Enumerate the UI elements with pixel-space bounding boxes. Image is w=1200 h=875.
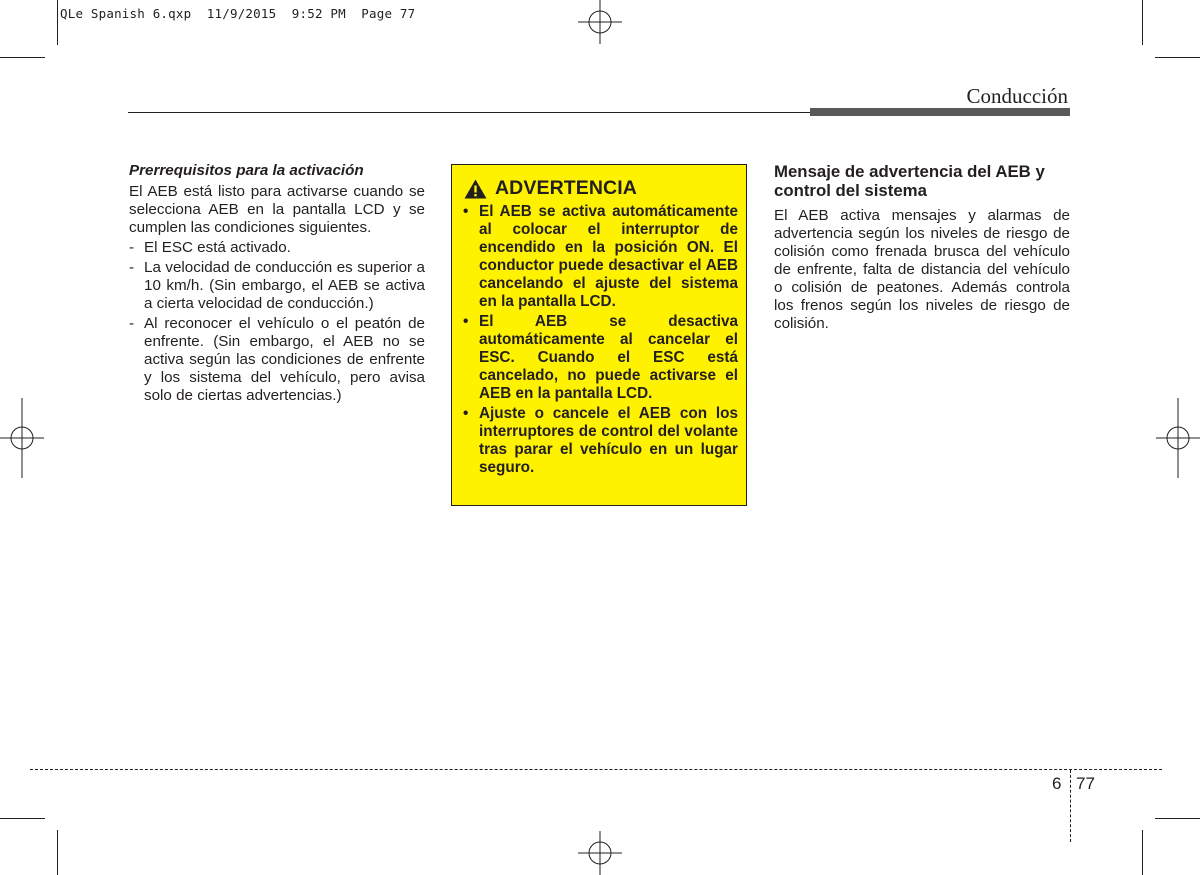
prerequisites-intro: El AEB está listo para activarse cuando se selecciona AEB en la pantalla LCD y se cumplen las condiciones siguientes. xyxy=(129,183,425,236)
crop-mark xyxy=(1142,0,1143,45)
warning-list xyxy=(462,203,738,479)
page-number: 77 xyxy=(1076,774,1095,793)
list-item xyxy=(462,313,738,403)
crop-mark xyxy=(0,57,45,58)
header-rule xyxy=(128,112,810,113)
crop-mark xyxy=(1155,818,1200,819)
list-item xyxy=(462,203,738,311)
warning-item-text: El AEB se activa automáticamente al colocar el interruptor de encendido en la posición ON. El conductor puede desactivar el AEB cancelando el ajuste del sistema en la pantalla LCD. xyxy=(479,203,738,310)
crop-mark xyxy=(0,818,45,819)
header-rule-accent xyxy=(810,108,1070,116)
footer-rule xyxy=(30,769,1162,770)
warning-item-text: Ajuste o cancele el AEB con los interruptores de control del volante tras parar el vehículo en un lugar seguro. xyxy=(479,405,738,476)
list-item xyxy=(462,405,738,477)
aeb-warning-message-section xyxy=(774,162,1070,333)
print-slug: QLe Spanish 6.qxp 11/9/2015 9:52 PM Page 77 xyxy=(60,6,416,21)
warning-item-text: El AEB se desactiva automáticamente al cancelar el ESC. Cuando el ESC está cancelado, no puede activarse el AEB en la pantalla LCD. xyxy=(479,313,738,402)
list-item: - Al reconocer el vehículo o el peatón de enfrente. (Sin embargo, el AEB no se activa según las condiciones de enfrente y los sistema del vehículo, pero avisa solo de ciertas advertencias.) xyxy=(129,315,425,405)
page-divider xyxy=(1070,770,1071,842)
section-heading: Mensaje de advertencia del AEB y control del sistema xyxy=(774,162,1045,200)
warning-triangle-icon xyxy=(464,179,487,199)
bullet-icon: • xyxy=(463,313,469,330)
bullet-icon: • xyxy=(463,405,469,422)
crop-mark xyxy=(1155,57,1200,58)
registration-mark-icon xyxy=(578,831,622,875)
crop-mark xyxy=(1142,830,1143,875)
list-item: - La velocidad de conducción es superior a 10 km/h. (Sin embargo, el AEB se activa a cierta velocidad de conducción.) xyxy=(129,259,425,313)
warning-header xyxy=(464,177,637,200)
prerequisites-subheading: Prerrequisitos para la activación xyxy=(129,162,364,179)
registration-mark-icon xyxy=(0,398,44,478)
list-item: - El ESC está activado. xyxy=(129,239,425,257)
registration-mark-icon xyxy=(1156,398,1200,478)
section-body: El AEB activa mensajes y alarmas de advertencia según los niveles de riesgo de colisión como frenada brusca del vehículo de enfrente, falta de distancia del vehículo o colisión de peatones. Además controla los frenos según los niveles de riesgo de colisión. xyxy=(774,207,1070,332)
chapter-number: 6 xyxy=(1052,774,1062,793)
crop-mark xyxy=(57,0,58,45)
bullet-icon: • xyxy=(463,203,469,220)
registration-mark-icon xyxy=(578,0,622,44)
section-title: Conducción xyxy=(966,84,1068,108)
warning-title: ADVERTENCIA xyxy=(495,177,637,199)
warning-box xyxy=(451,164,747,506)
prerequisites-section xyxy=(129,162,425,407)
prerequisites-list xyxy=(129,239,425,405)
crop-mark xyxy=(57,830,58,875)
